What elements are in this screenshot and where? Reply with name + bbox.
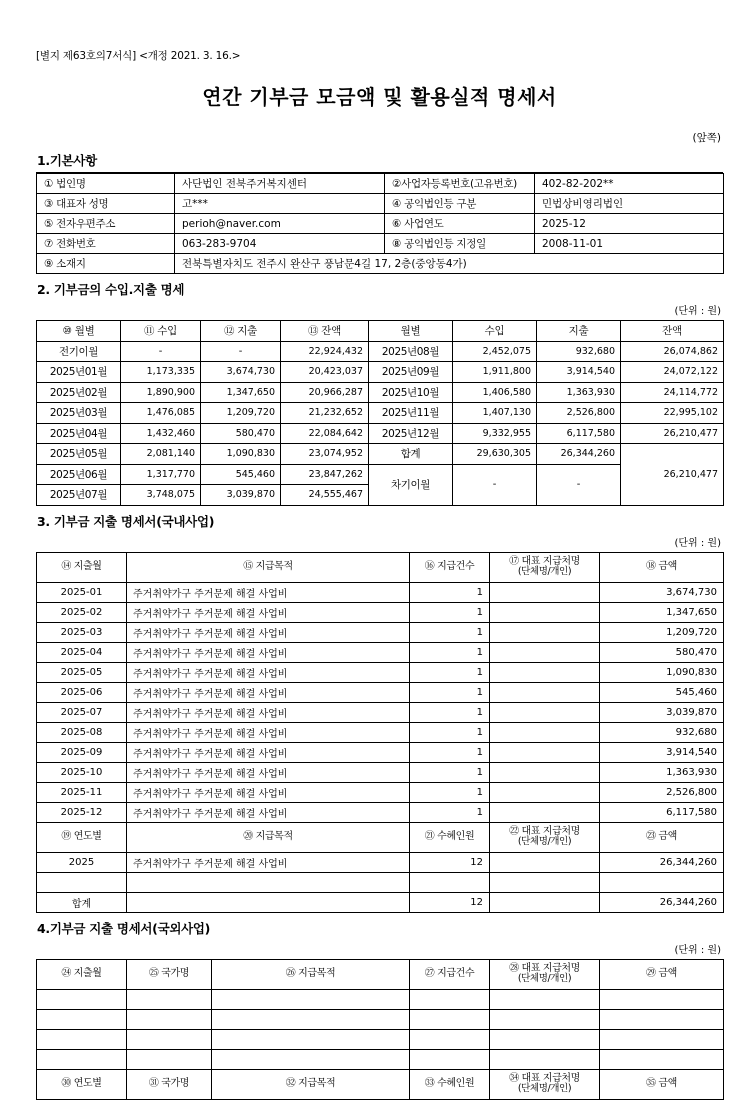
col-header-summary-payee	[490, 1069, 600, 1099]
field-value-email: perioh@naver.com	[175, 214, 385, 234]
income-expense-table	[36, 320, 724, 506]
cell-amount: 1,090,830	[600, 662, 724, 682]
cell-month: 2025년06월	[37, 464, 121, 485]
cell-balance: 26,210,477	[621, 423, 724, 444]
cell-count: 1	[410, 602, 490, 622]
cell-amount: 3,674,730	[600, 582, 724, 602]
cell-expense-month: 2025-05	[37, 662, 127, 682]
cell-purpose: 주거취약가구 주거문제 해결 사업비	[127, 852, 410, 872]
cell-expense: -	[201, 341, 281, 362]
cell-income: 1,317,770	[121, 464, 201, 485]
col-header-payee-main: ⑰ 대표 지급처명	[509, 555, 580, 567]
cell-income: 1,476,085	[121, 403, 201, 424]
cell-expense: 2,526,800	[537, 403, 621, 424]
cell-total-label: 합계	[37, 892, 127, 912]
cell-amount	[600, 1009, 724, 1029]
cell-payee	[490, 582, 600, 602]
cell-payee	[490, 1049, 600, 1069]
cell-month: 2025년11월	[369, 403, 453, 424]
col-header-month-right: 월별	[369, 321, 453, 342]
col-header-balance-left: ⑬ 잔액	[281, 321, 369, 342]
col-header-year: ⑲ 연도별	[37, 822, 127, 852]
table-row	[37, 802, 724, 822]
cell-income: 1,432,460	[121, 423, 201, 444]
cell-month: 2025년03월	[37, 403, 121, 424]
cell-balance: 21,232,652	[281, 403, 369, 424]
cell-amount	[600, 989, 724, 1009]
table-row	[37, 1049, 724, 1069]
cell-amount: 3,914,540	[600, 742, 724, 762]
table-row	[37, 602, 724, 622]
cell-total-label: 합계	[369, 444, 453, 465]
cell-payee	[490, 742, 600, 762]
cell-balance: 23,074,952	[281, 444, 369, 465]
col-header-summary-payee-main: ㉒ 대표 지급처명	[509, 825, 580, 837]
cell-expense: 1,209,720	[201, 403, 281, 424]
cell-month: 2025년07월	[37, 485, 121, 506]
cell-amount: 1,363,930	[600, 762, 724, 782]
cell-expense-month: 2025-03	[37, 622, 127, 642]
cell-balance: 20,423,037	[281, 362, 369, 383]
table-row	[37, 742, 724, 762]
cell-purpose	[212, 989, 410, 1009]
section2-unit-note: (단위 : 원)	[674, 306, 721, 317]
cell-purpose: 주거취약가구 주거문제 해결 사업비	[127, 782, 410, 802]
cell-expense: 580,470	[201, 423, 281, 444]
col-header-summary-amount: ㉟ 금액	[600, 1069, 724, 1099]
cell-amount: 2,526,800	[600, 782, 724, 802]
cell-expense-month: 2025-09	[37, 742, 127, 762]
col-header-beneficiary-count: ㉝ 수혜인원	[410, 1069, 490, 1099]
cell-expense: 1,347,650	[201, 382, 281, 403]
cell-carryforward-income: -	[453, 464, 537, 505]
table-row	[37, 662, 724, 682]
cell-balance: 24,114,772	[621, 382, 724, 403]
field-value-phone: 063-283-9704	[175, 234, 385, 254]
cell-balance: 22,084,642	[281, 423, 369, 444]
cell-expense: 932,680	[537, 341, 621, 362]
col-header-expense-left: ⑫ 지출	[201, 321, 281, 342]
cell-payee	[490, 762, 600, 782]
cell-expense-month	[37, 1009, 127, 1029]
table-header-row	[37, 1069, 724, 1099]
cell-month: 2025년02월	[37, 382, 121, 403]
table-row	[37, 464, 724, 485]
cell-payee	[490, 872, 600, 892]
field-value-corp-type: 민법상비영리법인	[535, 194, 724, 214]
col-header-beneficiary-count: ㉑ 수혜인원	[410, 822, 490, 852]
cell-payee	[490, 989, 600, 1009]
cell-total-expense: 26,344,260	[537, 444, 621, 465]
cell-balance: 24,555,467	[281, 485, 369, 506]
cell-payee	[490, 1009, 600, 1029]
field-label-corp-type: ④ 공익법인등 구분	[385, 194, 535, 214]
cell-amount: 1,209,720	[600, 622, 724, 642]
cell-payee	[490, 722, 600, 742]
table-row	[37, 722, 724, 742]
section4-heading: 4.기부금 지출 명세서(국외사업)	[37, 920, 211, 936]
col-header-payment-count: ㉗ 지급건수	[410, 959, 490, 989]
table-row	[37, 234, 724, 254]
cell-expense: 1,363,930	[537, 382, 621, 403]
cell-purpose: 주거취약가구 주거문제 해결 사업비	[127, 662, 410, 682]
col-header-summary-payee-sub: (단체명/개인)	[517, 1083, 572, 1095]
cell-payee	[490, 1029, 600, 1049]
cell-total-purpose	[127, 892, 410, 912]
cell-amount: 3,039,870	[600, 702, 724, 722]
col-header-summary-purpose: ⑳ 지급목적	[127, 822, 410, 852]
cell-amount: 1,347,650	[600, 602, 724, 622]
cell-total-payee	[490, 892, 600, 912]
table-header-row	[37, 321, 724, 342]
section1-heading: 1.기본사항	[37, 153, 97, 168]
col-header-summary-country: ㉛ 국가명	[127, 1069, 212, 1099]
cell-purpose: 주거취약가구 주거문제 해결 사업비	[127, 742, 410, 762]
field-value-address: 전북특별자치도 전주시 완산구 풍남문4길 17, 2층(중앙동4가)	[175, 254, 724, 274]
cell-people	[410, 872, 490, 892]
cell-purpose: 주거취약가구 주거문제 해결 사업비	[127, 642, 410, 662]
cell-total-amount: 26,344,260	[600, 892, 724, 912]
table-total-row	[37, 892, 724, 912]
cell-payee	[490, 682, 600, 702]
table-row	[37, 682, 724, 702]
field-value-corp-name: 사단법인 전북주거복지센터	[175, 174, 385, 194]
cell-expense-month	[37, 989, 127, 1009]
cell-count	[410, 1029, 490, 1049]
cell-expense-month: 2025-01	[37, 582, 127, 602]
cell-income: 2,452,075	[453, 341, 537, 362]
section4-unit-note: (단위 : 원)	[674, 944, 721, 956]
cell-count: 1	[410, 762, 490, 782]
section3-heading: 3. 기부금 지출 명세서(국내사업)	[37, 513, 215, 529]
domestic-expense-table	[36, 552, 724, 913]
cell-count	[410, 1009, 490, 1029]
field-label-designation-date: ⑧ 공익법인등 지정일	[385, 234, 535, 254]
cell-purpose: 주거취약가구 주거문제 해결 사업비	[127, 802, 410, 822]
cell-purpose: 주거취약가구 주거문제 해결 사업비	[127, 602, 410, 622]
cell-count	[410, 1049, 490, 1069]
cell-carryforward-balance: 26,210,477	[621, 444, 724, 506]
col-header-amount: ㉙ 금액	[600, 959, 724, 989]
table-row	[37, 1029, 724, 1049]
cell-total-income: 29,630,305	[453, 444, 537, 465]
cell-month: 2025년01월	[37, 362, 121, 383]
cell-count: 1	[410, 722, 490, 742]
cell-expense-month: 2025-12	[37, 802, 127, 822]
cell-expense-month: 2025-06	[37, 682, 127, 702]
table-row	[37, 622, 724, 642]
cell-amount: 580,470	[600, 642, 724, 662]
cell-expense-month: 2025-02	[37, 602, 127, 622]
table-row	[37, 989, 724, 1009]
col-header-payee	[490, 552, 600, 582]
cell-month: 2025년09월	[369, 362, 453, 383]
col-header-expense-month: ㉔ 지출월	[37, 959, 127, 989]
cell-purpose	[127, 872, 410, 892]
cell-count: 1	[410, 782, 490, 802]
page-title: 연간 기부금 모금액 및 활용실적 명세서	[202, 85, 557, 109]
cell-income: 9,332,955	[453, 423, 537, 444]
table-row	[37, 341, 724, 362]
field-label-address: ⑨ 소재지	[37, 254, 175, 274]
field-label-email: ⑤ 전자우편주소	[37, 214, 175, 234]
cell-income: 1,173,335	[121, 362, 201, 383]
table-row	[37, 642, 724, 662]
cell-month: 2025년10월	[369, 382, 453, 403]
cell-purpose	[212, 1009, 410, 1029]
field-value-fiscal-year: 2025-12	[535, 214, 724, 234]
field-label-biz-reg-no: ②사업자등록번호(고유번호)	[385, 174, 535, 194]
col-header-purpose: ⑮ 지급목적	[127, 552, 410, 582]
col-header-income-left: ⑪ 수입	[121, 321, 201, 342]
cell-purpose: 주거취약가구 주거문제 해결 사업비	[127, 722, 410, 742]
table-row	[37, 872, 724, 892]
table-row	[37, 852, 724, 872]
table-row	[37, 1009, 724, 1029]
col-header-expense-month: ⑭ 지출월	[37, 552, 127, 582]
cell-income: 1,407,130	[453, 403, 537, 424]
table-header-row	[37, 959, 724, 989]
table-header-row	[37, 822, 724, 852]
cell-payee	[490, 702, 600, 722]
cell-expense-month: 2025-11	[37, 782, 127, 802]
cell-balance: 24,072,122	[621, 362, 724, 383]
table-row	[37, 362, 724, 383]
col-header-year: ㉚ 연도별	[37, 1069, 127, 1099]
cell-payee	[490, 852, 600, 872]
cell-purpose: 주거취약가구 주거문제 해결 사업비	[127, 582, 410, 602]
cell-purpose	[212, 1049, 410, 1069]
cell-month: 전기이월	[37, 341, 121, 362]
cell-balance: 22,924,432	[281, 341, 369, 362]
cell-payee	[490, 622, 600, 642]
cell-count: 1	[410, 662, 490, 682]
cell-year	[37, 872, 127, 892]
col-header-payee-sub: (단체명/개인)	[517, 973, 572, 985]
cell-expense-month: 2025-08	[37, 722, 127, 742]
cell-balance: 22,995,102	[621, 403, 724, 424]
table-row	[37, 702, 724, 722]
cell-count: 1	[410, 582, 490, 602]
cell-expense-month	[37, 1029, 127, 1049]
cell-count	[410, 989, 490, 1009]
cell-count: 1	[410, 742, 490, 762]
cell-year: 2025	[37, 852, 127, 872]
cell-balance: 26,074,862	[621, 341, 724, 362]
table-row	[37, 214, 724, 234]
cell-purpose: 주거취약가구 주거문제 해결 사업비	[127, 622, 410, 642]
cell-amount: 26,344,260	[600, 852, 724, 872]
cell-country	[127, 1049, 212, 1069]
cell-expense: 3,039,870	[201, 485, 281, 506]
cell-count: 1	[410, 642, 490, 662]
col-header-summary-payee	[490, 822, 600, 852]
col-header-payee-sub: (단체명/개인)	[517, 566, 572, 578]
col-header-payee-main: ㉘ 대표 지급처명	[509, 962, 580, 974]
cell-expense-month	[37, 1049, 127, 1069]
cell-expense: 6,117,580	[537, 423, 621, 444]
table-row	[37, 194, 724, 214]
table-row	[37, 444, 724, 465]
table-row	[37, 423, 724, 444]
col-header-summary-purpose: ㉜ 지급목적	[212, 1069, 410, 1099]
section2-heading: 2. 기부금의 수입.지출 명세	[37, 282, 185, 297]
cell-expense: 1,090,830	[201, 444, 281, 465]
page-side-note: (앞쪽)	[692, 132, 721, 144]
table-row	[37, 762, 724, 782]
cell-income: 2,081,140	[121, 444, 201, 465]
table-row	[37, 782, 724, 802]
cell-amount	[600, 1029, 724, 1049]
col-header-summary-payee-sub: (단체명/개인)	[517, 836, 572, 848]
cell-month: 2025년12월	[369, 423, 453, 444]
col-header-balance-right: 잔액	[621, 321, 724, 342]
cell-income: 1,406,580	[453, 382, 537, 403]
cell-country	[127, 1009, 212, 1029]
cell-purpose: 주거취약가구 주거문제 해결 사업비	[127, 762, 410, 782]
cell-income: 1,890,900	[121, 382, 201, 403]
cell-balance: 23,847,262	[281, 464, 369, 485]
field-value-biz-reg-no: 402-82-202**	[535, 174, 724, 194]
basic-info-table	[36, 173, 724, 274]
cell-country	[127, 1029, 212, 1049]
cell-balance: 20,966,287	[281, 382, 369, 403]
cell-month: 2025년05월	[37, 444, 121, 465]
col-header-summary-amount: ㉓ 금액	[600, 822, 724, 852]
cell-purpose: 주거취약가구 주거문제 해결 사업비	[127, 702, 410, 722]
cell-amount: 932,680	[600, 722, 724, 742]
col-header-payment-count: ⑯ 지급건수	[410, 552, 490, 582]
col-header-country: ㉕ 국가명	[127, 959, 212, 989]
section3-unit-note: (단위 : 원)	[674, 537, 721, 549]
table-row	[37, 382, 724, 403]
cell-purpose	[212, 1029, 410, 1049]
cell-amount	[600, 1049, 724, 1069]
col-header-summary-payee-main: ㉞ 대표 지급처명	[509, 1072, 580, 1084]
cell-income: 1,911,800	[453, 362, 537, 383]
field-label-phone: ⑦ 전화번호	[37, 234, 175, 254]
col-header-income-right: 수입	[453, 321, 537, 342]
table-row	[37, 403, 724, 424]
cell-people: 12	[410, 852, 490, 872]
field-label-corp-name: ① 법인명	[37, 174, 175, 194]
cell-income: -	[121, 341, 201, 362]
col-header-expense-right: 지출	[537, 321, 621, 342]
form-code: [별지 제63호의7서식] <개정 2021. 3. 16.>	[36, 50, 241, 62]
col-header-month-left: ⑩ 월별	[37, 321, 121, 342]
field-label-fiscal-year: ⑥ 사업연도	[385, 214, 535, 234]
cell-expense-month: 2025-10	[37, 762, 127, 782]
col-header-payee	[490, 959, 600, 989]
cell-month: 2025년08월	[369, 341, 453, 362]
cell-purpose: 주거취약가구 주거문제 해결 사업비	[127, 682, 410, 702]
cell-count: 1	[410, 702, 490, 722]
cell-count: 1	[410, 622, 490, 642]
cell-country	[127, 989, 212, 1009]
field-value-ceo-name: 고***	[175, 194, 385, 214]
cell-payee	[490, 802, 600, 822]
col-header-purpose: ㉖ 지급목적	[212, 959, 410, 989]
cell-amount	[600, 872, 724, 892]
cell-expense: 545,460	[201, 464, 281, 485]
cell-expense: 3,914,540	[537, 362, 621, 383]
cell-carryforward-expense: -	[537, 464, 621, 505]
overseas-expense-table	[36, 959, 724, 1100]
table-row	[37, 174, 724, 194]
cell-payee	[490, 642, 600, 662]
cell-expense-month: 2025-07	[37, 702, 127, 722]
cell-payee	[490, 782, 600, 802]
field-value-designation-date: 2008-11-01	[535, 234, 724, 254]
col-header-amount: ⑱ 금액	[600, 552, 724, 582]
cell-month: 2025년04월	[37, 423, 121, 444]
cell-count: 1	[410, 802, 490, 822]
cell-amount: 545,460	[600, 682, 724, 702]
cell-total-people: 12	[410, 892, 490, 912]
cell-expense: 3,674,730	[201, 362, 281, 383]
cell-payee	[490, 662, 600, 682]
cell-amount: 6,117,580	[600, 802, 724, 822]
table-row	[37, 254, 724, 274]
table-header-row	[37, 552, 724, 582]
cell-income: 3,748,075	[121, 485, 201, 506]
cell-payee	[490, 602, 600, 622]
cell-expense-month: 2025-04	[37, 642, 127, 662]
cell-count: 1	[410, 682, 490, 702]
cell-carryforward-label: 차기이월	[369, 464, 453, 505]
table-row	[37, 582, 724, 602]
field-label-ceo-name: ③ 대표자 성명	[37, 194, 175, 214]
